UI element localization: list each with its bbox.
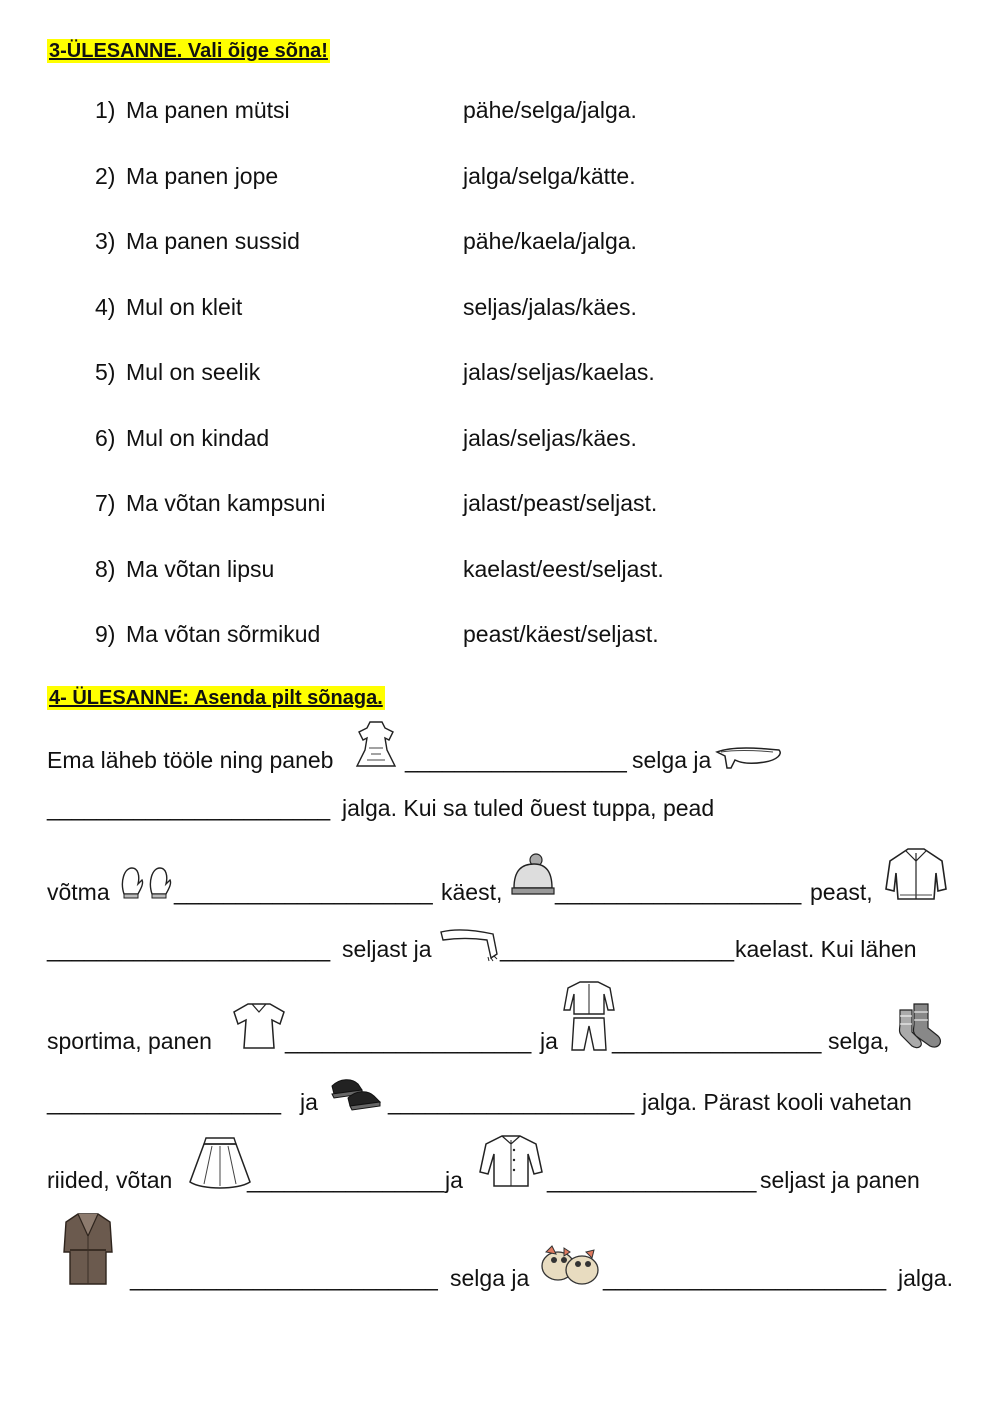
answer-blank[interactable]: _______________________ [47,795,330,821]
hat-icon [508,852,556,898]
list-item [95,358,895,386]
tshirt-icon [230,1000,288,1052]
text-segment: riided, võtan [47,1167,173,1193]
list-item [95,293,895,321]
text-segment: ja [540,1028,558,1054]
skirt-icon [188,1134,252,1192]
text-segment: kaelast. Kui lähen [735,936,917,962]
answer-blank[interactable]: ____________________ [285,1028,531,1054]
item-options[interactable]: seljas/jalas/käes. [463,294,637,320]
item-options[interactable]: pähe/selga/jalga. [463,97,637,123]
item-sentence: Mul on kindad [126,425,270,451]
list-item [95,96,895,124]
text-segment: jalga. Kui sa tuled õuest tuppa, pead [342,795,715,821]
item-options[interactable]: jalas/seljas/käes. [463,425,637,451]
slippers-icon [538,1238,602,1288]
item-number: 8) [95,556,116,582]
text-segment: jalga. [898,1265,953,1291]
text-segment: käest, [441,879,503,905]
scarf-icon [439,924,501,962]
list-item [95,555,895,583]
answer-blank[interactable]: ____________________ [555,879,801,905]
shirt-icon [478,1132,544,1190]
item-sentence: Ma panen sussid [126,228,300,254]
answer-blank[interactable]: ___________________ [500,936,734,962]
text-segment: seljast ja panen [760,1167,920,1193]
answer-blank[interactable]: _________________ [547,1167,756,1193]
item-options[interactable]: jalas/seljas/kaelas. [463,359,655,385]
answer-blank[interactable]: _________________ [612,1028,821,1054]
text-segment: selga, [828,1028,890,1054]
text-segment: peast, [810,879,873,905]
exercise-3-title: 3-ÜLESANNE. Vali õige sõna! [49,40,328,62]
item-number: 4) [95,294,116,320]
item-options[interactable]: jalast/peast/seljast. [463,490,658,516]
item-sentence: Mul on seelik [126,359,261,385]
text-segment: selga ja [450,1265,530,1291]
socks-icon [894,1000,948,1052]
jacket-icon [884,845,948,903]
item-number: 1) [95,97,116,123]
shoe-icon [713,742,783,772]
item-number: 3) [95,228,116,254]
exercise-4-title: 4- ÜLESANNE: Asenda pilt sõnaga. [49,687,383,709]
text-segment: Ema läheb tööle ning paneb [47,747,334,773]
item-number: 5) [95,359,116,385]
text-segment: sportima, panen [47,1028,212,1054]
item-sentence: Ma võtan sõrmikud [126,621,321,647]
dress-icon [355,718,397,770]
list-item [95,424,895,452]
answer-blank[interactable]: _________________________ [130,1265,438,1291]
bathrobe-icon [62,1212,114,1286]
list-item [95,227,895,255]
answer-blank[interactable]: _______________________ [603,1265,886,1291]
item-sentence: Ma võtan kampsuni [126,490,326,516]
answer-blank[interactable]: ____________________ [388,1089,634,1115]
list-item [95,620,895,648]
item-number: 6) [95,425,116,451]
text-segment: ja [300,1089,318,1115]
item-number: 7) [95,490,116,516]
text-segment: selga ja [632,747,712,773]
answer-blank[interactable]: __________________ [405,747,627,773]
item-sentence: Mul on kleit [126,294,243,320]
text-segment: võtma [47,879,110,905]
answer-blank[interactable]: _______________________ [47,936,330,962]
tracksuit-icon [562,978,616,1054]
item-options[interactable]: peast/käest/seljast. [463,621,659,647]
list-item [95,162,895,190]
item-number: 2) [95,163,116,189]
answer-blank[interactable]: ________________ [247,1167,444,1193]
sneakers-icon [328,1072,384,1112]
item-sentence: Ma panen mütsi [126,97,290,123]
text-segment: seljast ja [342,936,432,962]
list-item [95,489,895,517]
answer-blank[interactable]: ___________________ [47,1089,281,1115]
item-sentence: Ma võtan lipsu [126,556,275,582]
item-options[interactable]: kaelast/eest/seljast. [463,556,664,582]
item-options[interactable]: pähe/kaela/jalga. [463,228,637,254]
answer-blank[interactable]: _____________________ [174,879,433,905]
mittens-icon [118,862,176,902]
text-segment: jalga. Pärast kooli vahetan [642,1089,912,1115]
text-segment: ja [445,1167,463,1193]
item-options[interactable]: jalga/selga/kätte. [463,163,636,189]
item-number: 9) [95,621,116,647]
exercise-3 [0,0,1000,680]
item-sentence: Ma panen jope [126,163,279,189]
